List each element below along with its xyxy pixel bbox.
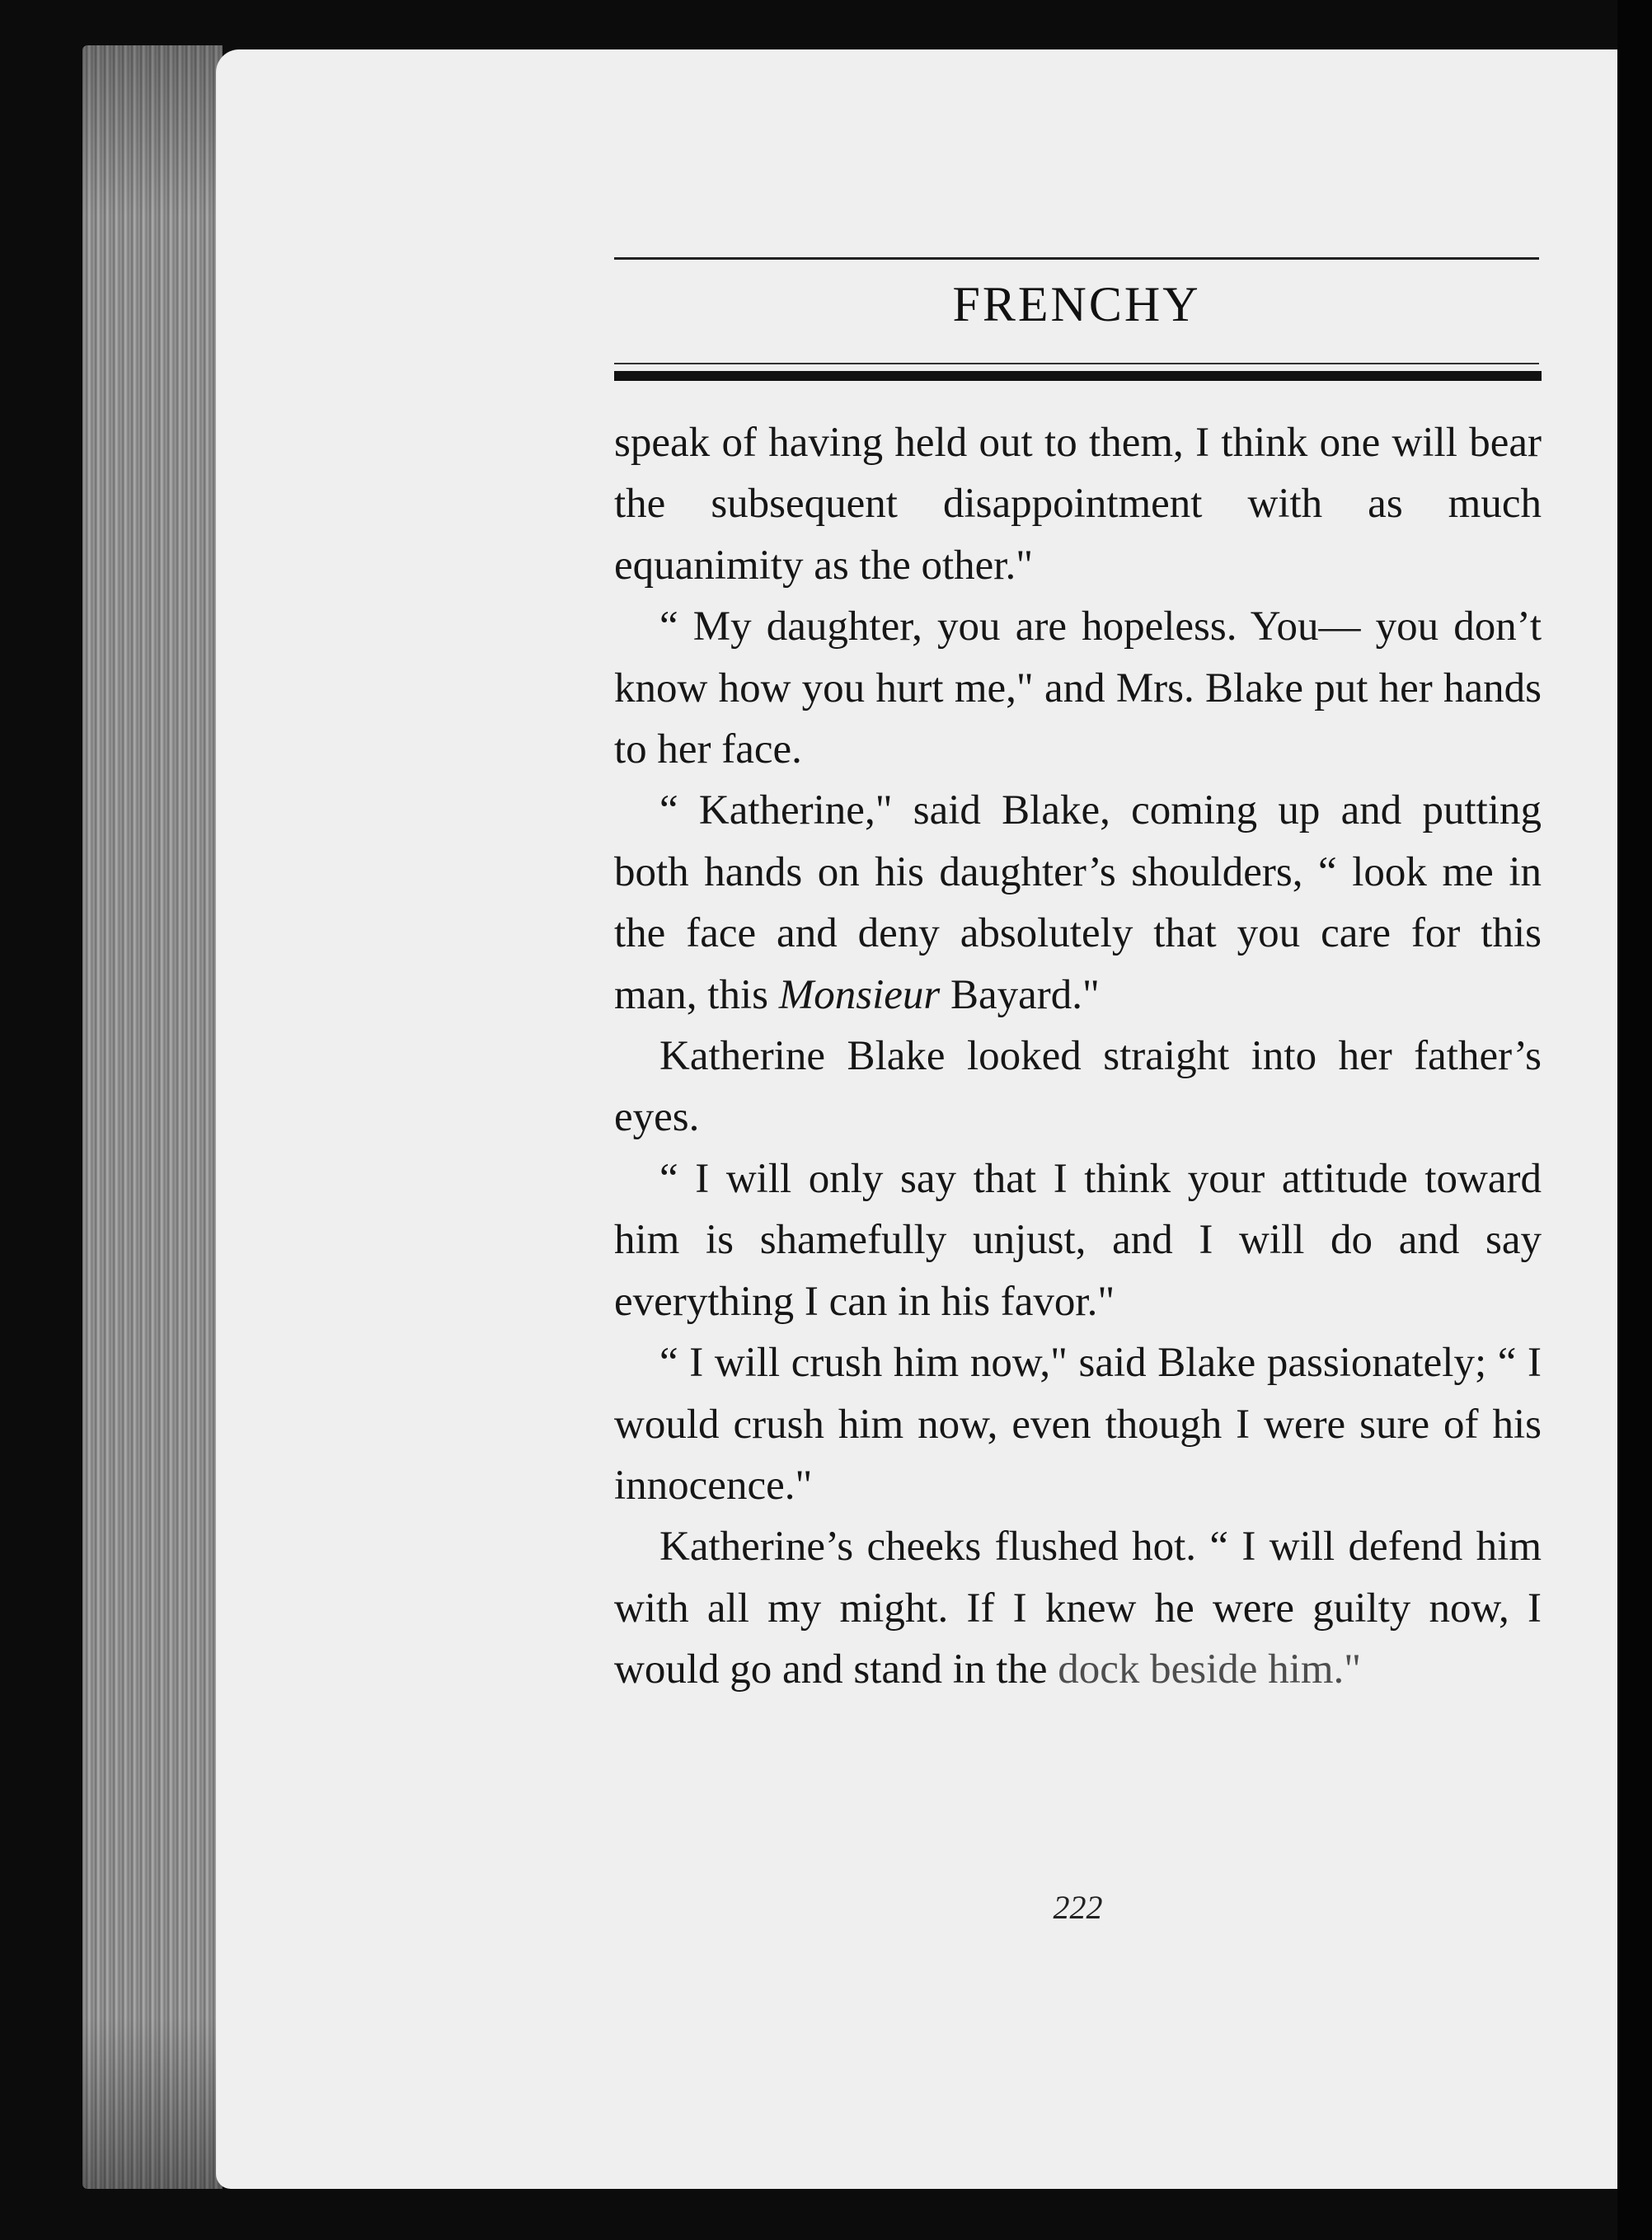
paragraph-2: “ My daughter, you are hopeless. You— you don’t know how you hurt me," and Mrs. Blake put her hands to her face. (614, 603, 1542, 773)
page-number: 222 (1053, 1889, 1103, 1926)
paragraph-3-text-b: Bayard." (940, 971, 1100, 1018)
header-rule-thick (614, 371, 1542, 381)
paragraph-6: “ I will crush him now," said Blake passionately; “ I would crush him now, even though I were sure of his innocence." (614, 1340, 1542, 1509)
paragraph-1: speak of having held out to them, I think one will bear the subsequent disappointment with as much equanimity as the other." (614, 420, 1542, 589)
book-fore-edge (82, 45, 223, 2189)
running-title: FRENCHY (952, 277, 1201, 331)
paragraph-3-text-a: “ Katherine," said Blake, coming up and putting both hands on his daughter’s shoulders, “ look me in the face and deny absolutely that you care for this man, this (614, 787, 1542, 1018)
body-text (614, 412, 1542, 1701)
scan-border (1617, 0, 1652, 2240)
header-rule-top (614, 257, 1539, 260)
paragraph-7-text: Katherine’s cheeks flushed hot. “ I will defend him with all my might. If I knew he were guilty now, I would go and stand in the (614, 1524, 1542, 1693)
paragraph-7-last-line: dock beside him." (1058, 1646, 1362, 1693)
header-rule-thin (614, 363, 1539, 364)
paragraph-3-italic: Monsieur (778, 971, 941, 1018)
paragraph-5: “ I will only say that I think your attitude toward him is shamefully unjust, and I will do and say everything I can in his favor." (614, 1155, 1542, 1325)
paragraph-3 (614, 780, 1542, 1026)
paragraph-7 (614, 1516, 1542, 1700)
paragraph-4: Katherine Blake looked straight into her father’s eyes. (614, 1033, 1542, 1141)
